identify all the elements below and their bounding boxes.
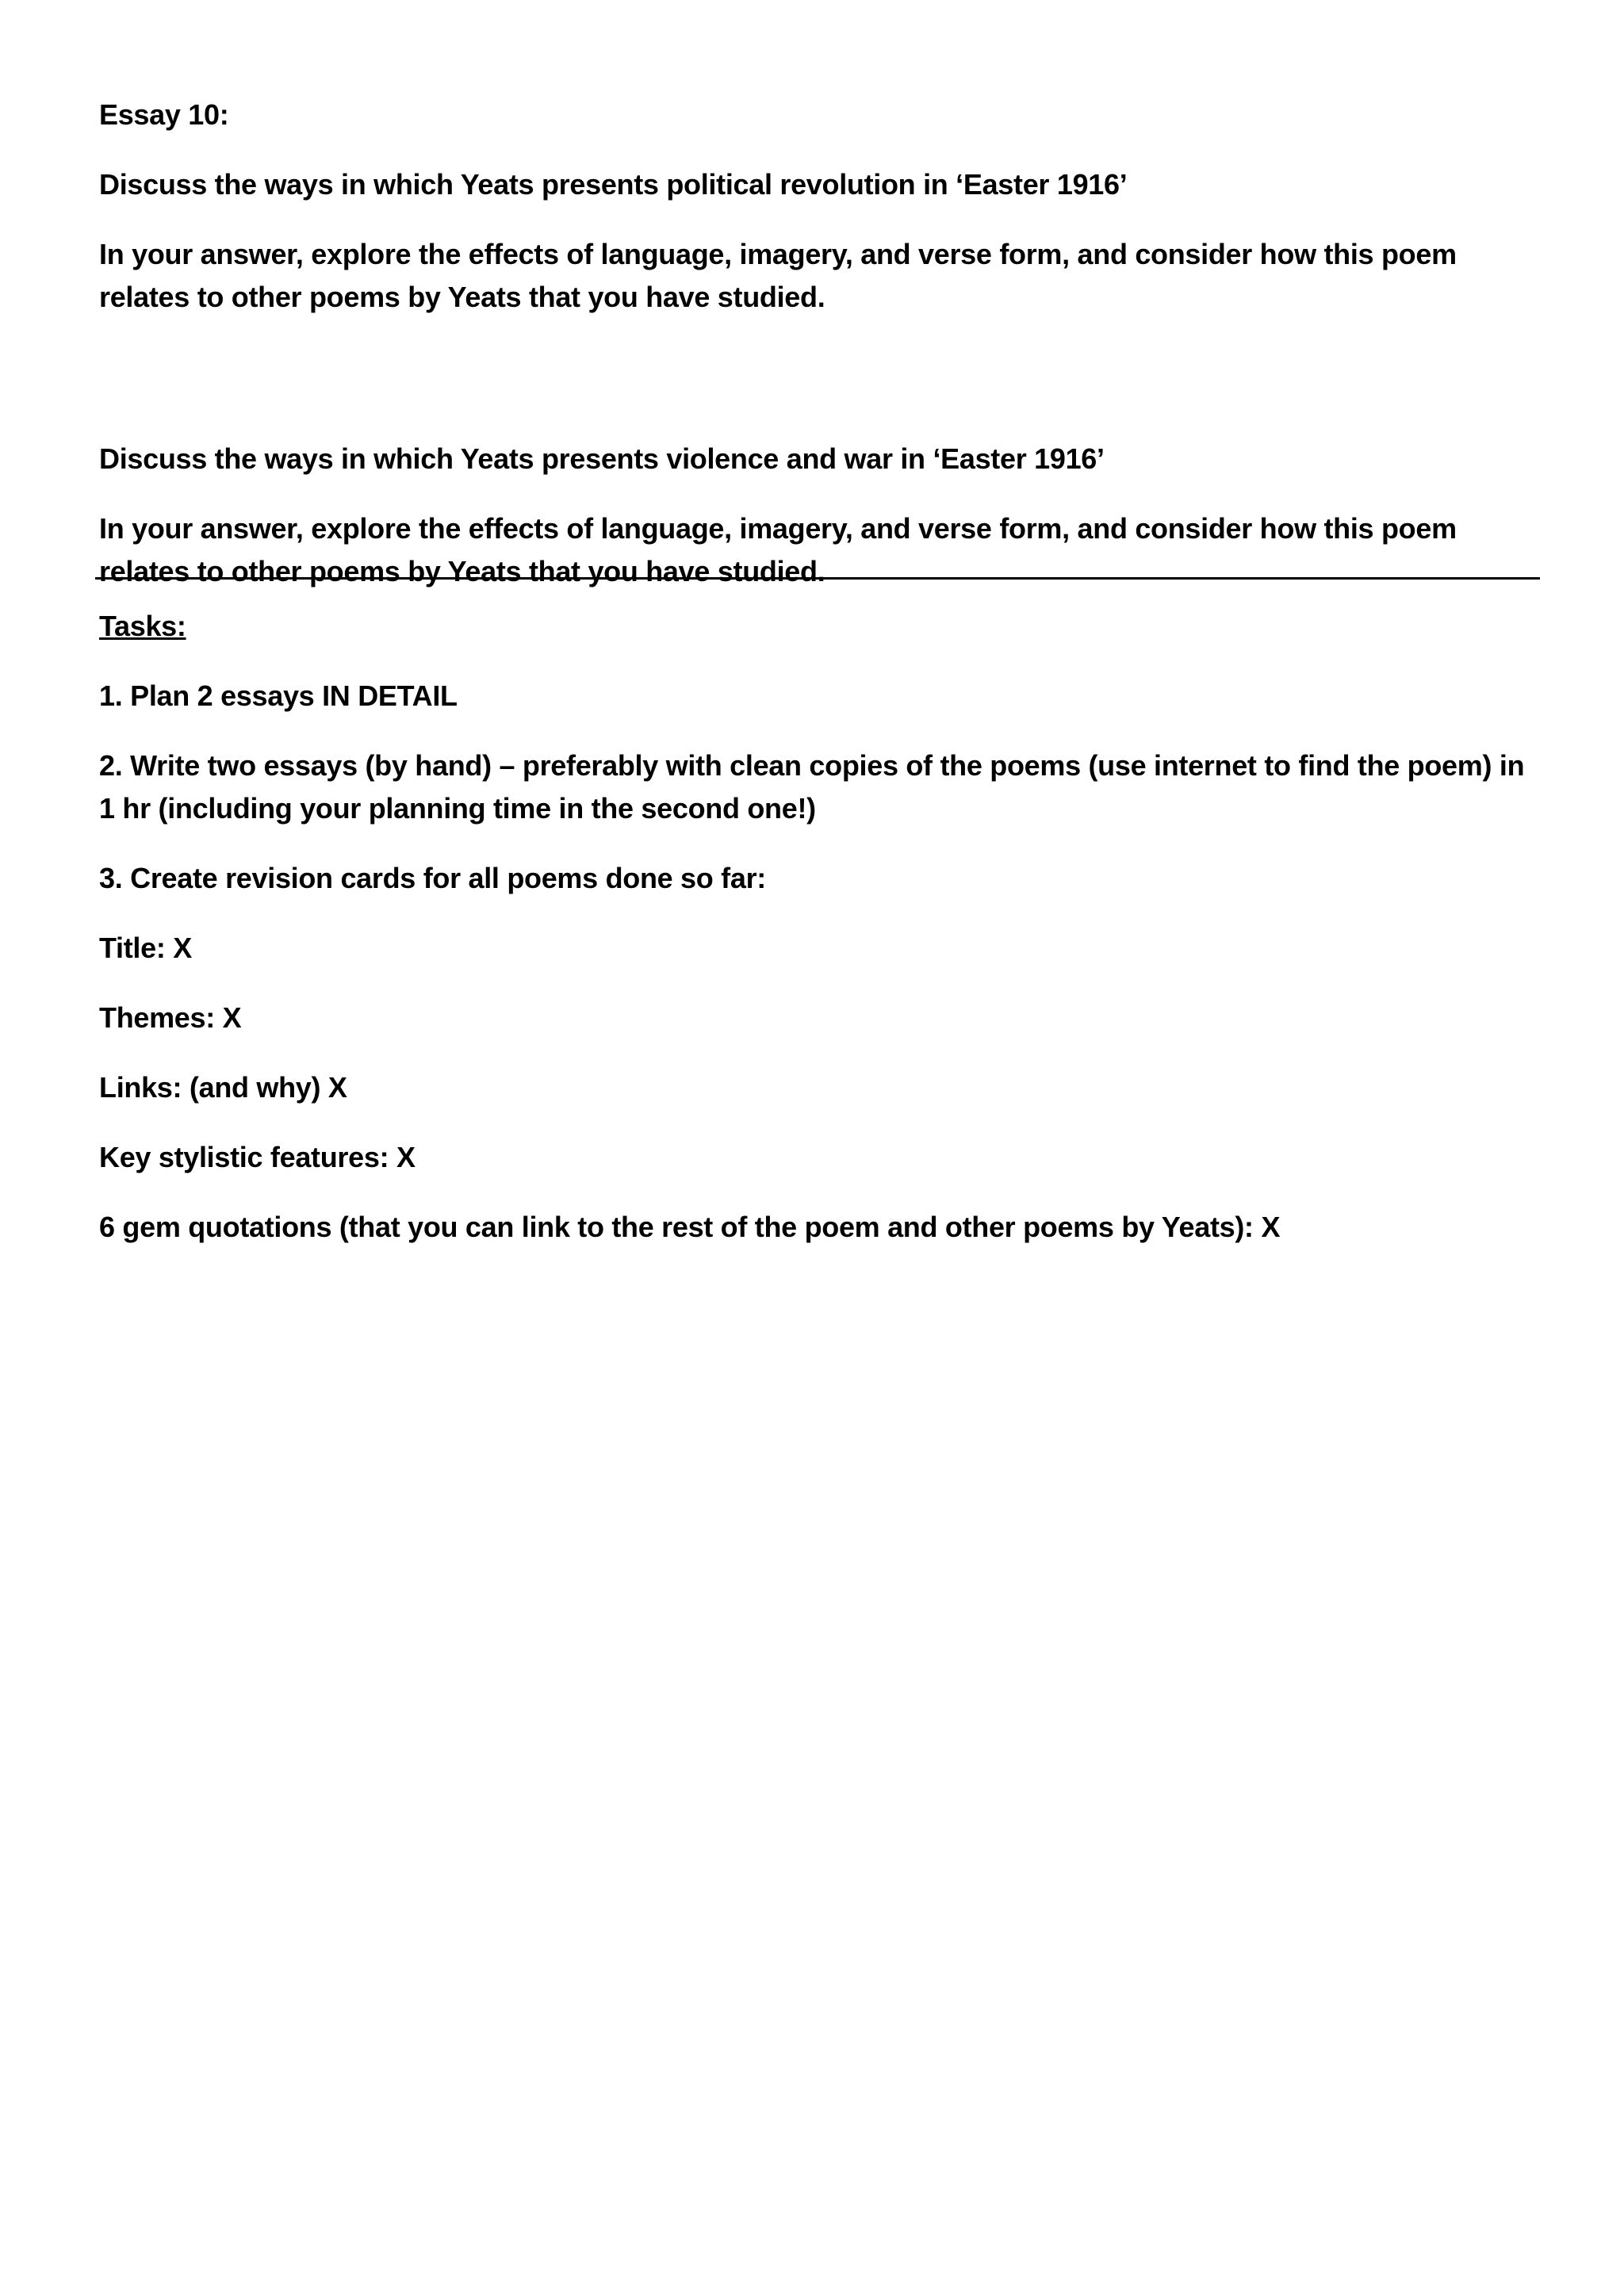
essay-instruction-2: In your answer, explore the effects of language, imagery, and verse form, and consider how this poem relates to other poems by Yeats that you have studied. xyxy=(99,512,1457,587)
task-item-3: 3. Create revision cards for all poems done so far: xyxy=(99,862,766,894)
essay-question-2: Discuss the ways in which Yeats presents violence and war in ‘Easter 1916’ xyxy=(99,442,1105,475)
tasks-section xyxy=(99,605,1544,1249)
card-field-quotations: 6 gem quotations (that you can link to the rest of the poem and other poems by Yeats): X xyxy=(99,1211,1281,1243)
task-item-2: 2. Write two essays (by hand) – preferably with clean copies of the poems (use internet to find the poem) in 1 hr (including your planning time in the second one!) xyxy=(99,749,1525,825)
essay-heading: Essay 10: xyxy=(99,98,229,131)
section-divider xyxy=(95,577,1540,580)
card-field-themes: Themes: X xyxy=(99,1001,242,1034)
card-field-links: Links: (and why) X xyxy=(99,1071,347,1104)
tasks-heading: Tasks: xyxy=(99,610,186,642)
task-item-1: 1. Plan 2 essays IN DETAIL xyxy=(99,679,458,712)
essay-section xyxy=(99,94,1544,593)
card-field-features: Key stylistic features: X xyxy=(99,1141,416,1173)
essay-instruction-1: In your answer, explore the effects of language, imagery, and verse form, and consider how this poem relates to other poems by Yeats that you have studied. xyxy=(99,238,1457,313)
card-field-title: Title: X xyxy=(99,932,192,964)
essay-question-1: Discuss the ways in which Yeats presents political revolution in ‘Easter 1916’ xyxy=(99,168,1128,201)
